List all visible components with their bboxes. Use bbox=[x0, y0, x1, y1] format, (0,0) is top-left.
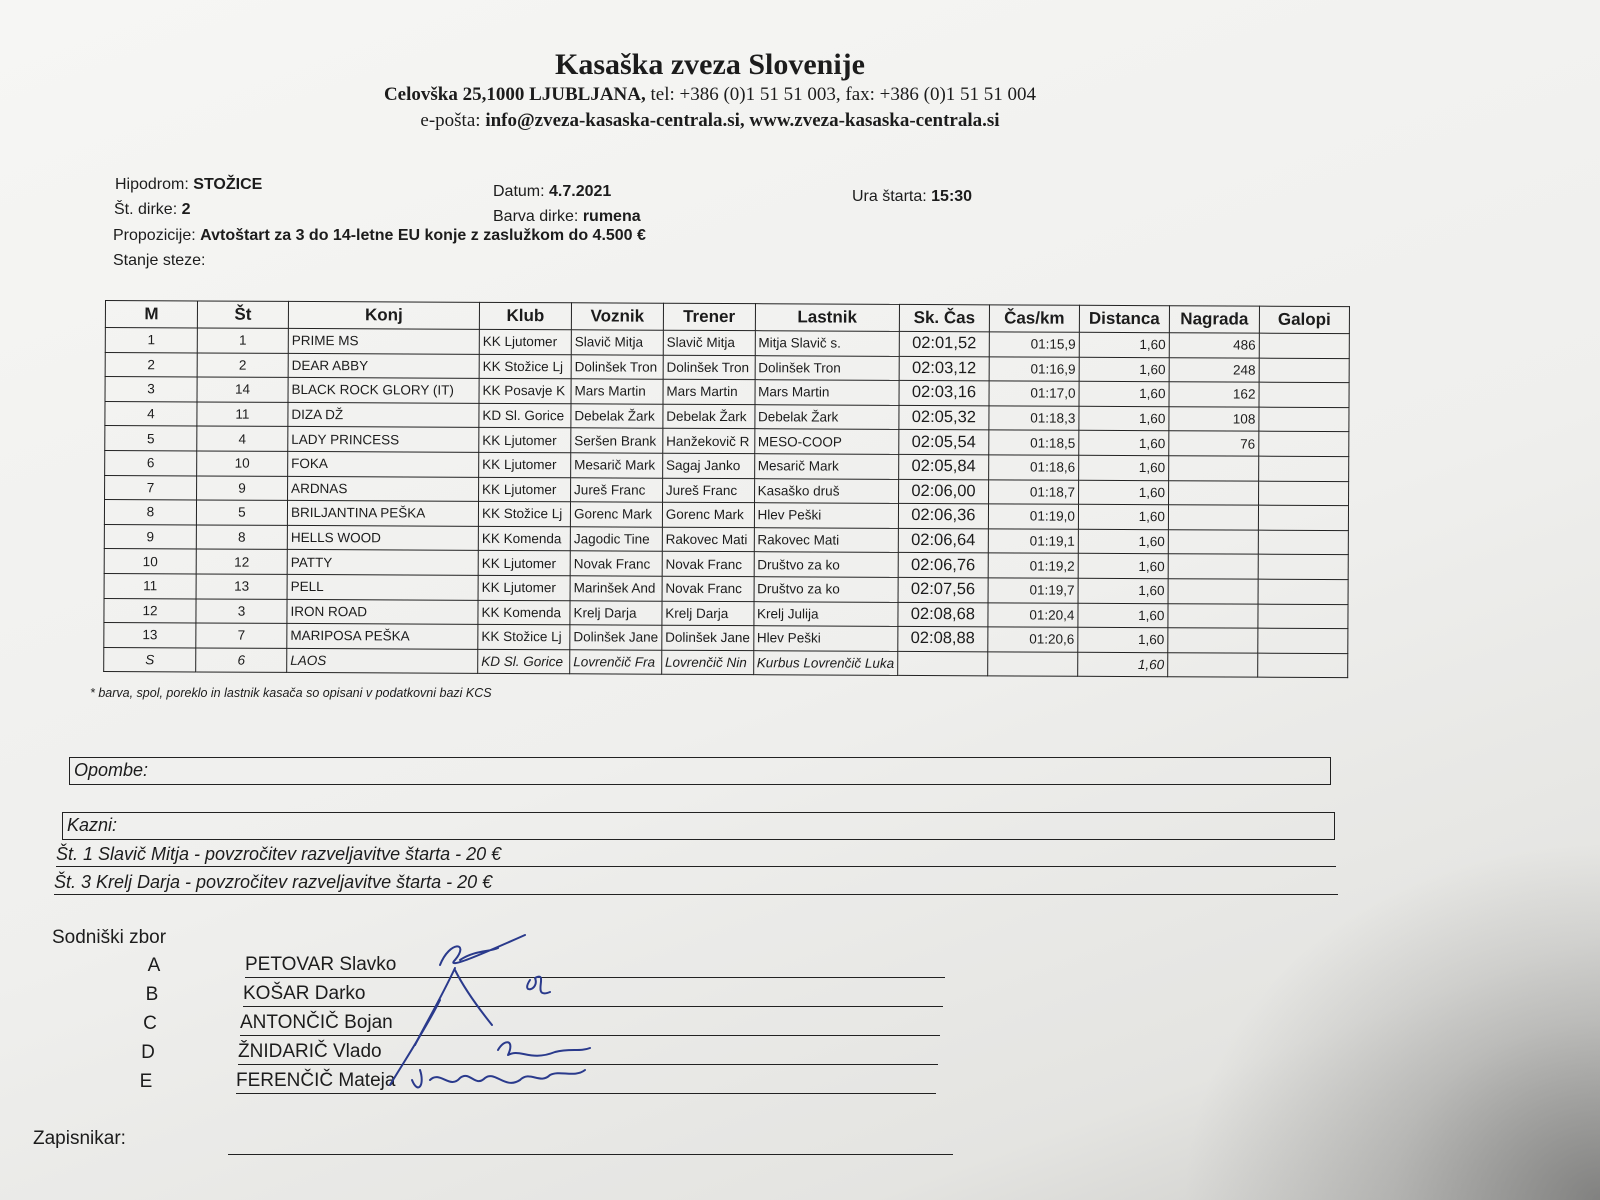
cell-voznik: Lovrenčič Fra bbox=[570, 649, 662, 674]
cell-m: 9 bbox=[104, 524, 196, 549]
cell-cas: 02:08,68 bbox=[898, 602, 988, 627]
cell-nagrada bbox=[1168, 628, 1258, 653]
jury-name-c: ANTONČIČ Bojan bbox=[240, 1011, 940, 1036]
cell-st: 12 bbox=[196, 549, 287, 574]
cell-nagrada bbox=[1169, 456, 1259, 481]
cell-cas: 02:06,36 bbox=[898, 504, 988, 529]
cell-galopi bbox=[1258, 554, 1348, 579]
dirka-label: Št. dirke: bbox=[114, 201, 178, 218]
cell-st: 7 bbox=[196, 623, 287, 648]
cell-st: 3 bbox=[196, 598, 287, 623]
cell-dist: 1,60 bbox=[1078, 504, 1168, 529]
hipodrom-info bbox=[115, 176, 262, 194]
cell-caskm: 01:19,2 bbox=[988, 553, 1078, 578]
jury-name-a: PETOVAR Slavko bbox=[245, 953, 945, 978]
cell-st: 8 bbox=[196, 525, 287, 550]
cell-st: 4 bbox=[197, 426, 288, 451]
col-nagrada: Nagrada bbox=[1169, 306, 1259, 333]
cell-trener: Lovrenčič Nin bbox=[661, 650, 753, 675]
org-title: Kasaška zveza Slovenije bbox=[555, 48, 865, 81]
col-voznik: Voznik bbox=[571, 303, 663, 330]
cell-m: S bbox=[104, 647, 196, 672]
cell-cas: 02:05,84 bbox=[899, 454, 989, 479]
cell-konj: HELLS WOOD bbox=[287, 525, 478, 551]
cell-lastnik: Dolinšek Tron bbox=[755, 355, 899, 380]
results-body bbox=[104, 328, 1350, 678]
cell-voznik: Debelak Žark bbox=[571, 404, 663, 429]
cell-caskm: 01:18,3 bbox=[989, 406, 1079, 431]
cell-st: 6 bbox=[196, 648, 287, 673]
cell-voznik: Jagodic Tine bbox=[570, 527, 662, 552]
cell-konj: PELL bbox=[287, 574, 478, 600]
zapisnikar-label: Zapisnikar: bbox=[33, 1128, 126, 1149]
cell-caskm: 01:18,5 bbox=[989, 430, 1079, 455]
cell-klub: KK Komenda bbox=[478, 526, 570, 551]
cell-voznik: Dolinšek Tron bbox=[571, 354, 663, 379]
cell-caskm: 01:18,6 bbox=[989, 455, 1079, 480]
cell-galopi bbox=[1258, 604, 1348, 629]
cell-lastnik: Mars Martin bbox=[755, 380, 899, 405]
stanje-info bbox=[113, 252, 206, 270]
cell-trener: Debelak Žark bbox=[663, 404, 755, 429]
kazni-label: Kazni: bbox=[67, 815, 118, 835]
cell-voznik: Gorenc Mark bbox=[570, 502, 662, 527]
jury-signatures bbox=[380, 930, 640, 1110]
cell-klub: KK Komenda bbox=[478, 600, 570, 625]
cell-klub: KK Ljutomer bbox=[478, 551, 570, 576]
cell-lastnik: Debelak Žark bbox=[754, 404, 898, 429]
cell-m: 5 bbox=[105, 426, 197, 451]
cell-trener: Sagaj Janko bbox=[662, 453, 754, 478]
cell-caskm: 01:19,0 bbox=[988, 504, 1078, 529]
barva-label: Barva dirke: bbox=[493, 208, 579, 225]
cell-galopi bbox=[1259, 432, 1349, 457]
cell-st: 14 bbox=[197, 377, 288, 402]
signature-e bbox=[412, 1070, 585, 1087]
jury-name-b: KOŠAR Darko bbox=[243, 982, 943, 1007]
cell-nagrada: 486 bbox=[1169, 333, 1259, 358]
cell-trener: Jureš Franc bbox=[662, 478, 754, 503]
cell-trener: Slavič Mitja bbox=[663, 330, 755, 355]
kazen-line-2: Št. 3 Krelj Darja - povzročitev razveljavitve štarta - 20 € bbox=[54, 870, 1338, 895]
org-contact bbox=[0, 110, 1420, 132]
hipodrom-label: Hipodrom: bbox=[115, 176, 189, 193]
cell-lastnik: Hlev Peški bbox=[754, 503, 898, 528]
cell-nagrada bbox=[1168, 652, 1258, 677]
zapisnikar-line bbox=[228, 1154, 953, 1155]
results-table bbox=[103, 300, 1350, 678]
cell-voznik: Krelj Darja bbox=[570, 600, 662, 625]
email-web: info@zveza-kasaska-centrala.si, www.zveza-kasaska-centrala.si bbox=[485, 110, 1000, 131]
jury-letter-d: D bbox=[141, 1042, 155, 1063]
jury-title: Sodniški zbor bbox=[52, 927, 167, 948]
cell-trener: Krelj Darja bbox=[662, 601, 754, 626]
cell-trener: Novak Franc bbox=[662, 552, 754, 577]
cell-st: 10 bbox=[197, 451, 288, 476]
col-distanca: Distanca bbox=[1079, 305, 1169, 332]
cell-nagrada bbox=[1168, 505, 1258, 530]
jury-letter-c: C bbox=[143, 1013, 157, 1034]
col-cas-km: Čas/km bbox=[989, 305, 1079, 332]
cell-dist: 1,60 bbox=[1078, 480, 1168, 505]
cell-galopi bbox=[1259, 407, 1349, 432]
cell-caskm bbox=[988, 652, 1078, 677]
cell-cas: 02:06,76 bbox=[898, 553, 988, 578]
cell-m: 12 bbox=[104, 598, 196, 623]
cell-m: 4 bbox=[105, 401, 197, 426]
opombe-box bbox=[69, 757, 1331, 785]
propozicije-label: Propozicije: bbox=[113, 227, 196, 244]
cell-cas: 02:03,12 bbox=[899, 356, 989, 381]
cell-cas: 02:05,32 bbox=[899, 405, 989, 430]
cell-cas: 02:05,54 bbox=[899, 430, 989, 455]
cell-dist: 1,60 bbox=[1078, 554, 1168, 579]
cell-klub: KK Ljutomer bbox=[478, 575, 570, 600]
cell-klub: KK Ljutomer bbox=[479, 452, 571, 477]
org-address bbox=[0, 84, 1420, 106]
cell-trener: Novak Franc bbox=[662, 576, 754, 601]
cell-voznik: Slavič Mitja bbox=[571, 330, 663, 355]
jury-name-d: ŽNIDARIČ Vlado bbox=[238, 1040, 938, 1065]
jury-letter-a: A bbox=[147, 955, 161, 976]
cell-st: 1 bbox=[197, 328, 288, 353]
signature-d bbox=[498, 1042, 590, 1056]
cell-st: 11 bbox=[197, 402, 288, 427]
cell-voznik: Mesarič Mark bbox=[571, 453, 663, 478]
cell-konj: MARIPOSA PEŠKA bbox=[287, 624, 478, 650]
cell-caskm: 01:16,9 bbox=[989, 356, 1079, 381]
kazni-box bbox=[62, 812, 1335, 840]
propozicije-info bbox=[113, 227, 646, 245]
cell-dist: 1,60 bbox=[1079, 455, 1169, 480]
cell-caskm: 01:17,0 bbox=[989, 381, 1079, 406]
cell-dist: 1,60 bbox=[1078, 578, 1168, 603]
cell-st: 5 bbox=[196, 500, 287, 525]
cell-klub: KK Ljutomer bbox=[479, 477, 571, 502]
cell-dist: 1,60 bbox=[1078, 627, 1168, 652]
org-phones: tel: +386 (0)1 51 51 003, fax: +386 (0)1 51 51 004 bbox=[650, 84, 1037, 105]
dirka-info bbox=[114, 201, 191, 219]
jury-name-e: FERENČIČ Mateja bbox=[236, 1069, 936, 1094]
cell-nagrada bbox=[1168, 579, 1258, 604]
cell-lastnik: Mesarič Mark bbox=[754, 454, 898, 479]
cell-nagrada bbox=[1168, 529, 1258, 554]
cell-trener: Mars Martin bbox=[663, 379, 755, 404]
cell-voznik: Dolinšek Jane bbox=[570, 625, 662, 650]
cell-konj: BLACK ROCK GLORY (IT) bbox=[288, 378, 479, 404]
cell-m: 7 bbox=[105, 475, 197, 500]
cell-voznik: Jureš Franc bbox=[571, 477, 663, 502]
signature-c bbox=[390, 1000, 440, 1085]
cell-klub: KK Ljutomer bbox=[479, 428, 571, 453]
cell-nagrada bbox=[1168, 554, 1258, 579]
cell-klub: KK Stožice Lj bbox=[478, 624, 570, 649]
email-label: e-pošta: bbox=[420, 110, 481, 131]
jury-letter-b: B bbox=[145, 984, 159, 1005]
signature-a bbox=[440, 935, 525, 965]
cell-voznik: Marinšek And bbox=[570, 576, 662, 601]
cell-nagrada bbox=[1168, 603, 1258, 628]
col-galopi: Galopi bbox=[1259, 306, 1349, 333]
col-sk-cas: Sk. Čas bbox=[899, 304, 989, 331]
cell-m: 11 bbox=[104, 573, 196, 598]
barva-info bbox=[493, 208, 641, 226]
cell-konj: ARDNAS bbox=[288, 476, 479, 502]
cell-dist: 1,60 bbox=[1079, 357, 1169, 382]
table-row bbox=[104, 647, 1348, 678]
cell-lastnik: Kasaško druš bbox=[754, 478, 898, 503]
cell-galopi bbox=[1259, 382, 1349, 407]
cell-dist: 1,60 bbox=[1078, 652, 1168, 677]
cell-galopi bbox=[1259, 456, 1349, 481]
cell-dist: 1,60 bbox=[1078, 529, 1168, 554]
cell-konj: LADY PRINCESS bbox=[288, 427, 479, 453]
cell-st: 9 bbox=[197, 476, 288, 501]
cell-cas: 02:06,64 bbox=[898, 528, 988, 553]
cell-lastnik: Mitja Slavič s. bbox=[755, 331, 899, 356]
cell-trener: Dolinšek Jane bbox=[662, 625, 754, 650]
cell-konj: PATTY bbox=[287, 550, 478, 576]
propozicije-value: Avtoštart za 3 do 14-letne EU konje z zaslužkom do 4.500 € bbox=[200, 227, 646, 244]
cell-trener: Gorenc Mark bbox=[662, 502, 754, 527]
cell-lastnik: Društvo za ko bbox=[754, 577, 898, 602]
cell-galopi bbox=[1259, 358, 1349, 383]
hipodrom-value: STOŽICE bbox=[193, 176, 263, 193]
cell-lastnik: MESO-COOP bbox=[754, 429, 898, 454]
cell-galopi bbox=[1258, 505, 1348, 530]
cell-klub: KD Sl. Gorice bbox=[479, 403, 571, 428]
footnote: * barva, spol, poreklo in lastnik kasača so opisani v podatkovni bazi KCS bbox=[90, 686, 492, 700]
cell-dist: 1,60 bbox=[1079, 431, 1169, 456]
cell-konj: DEAR ABBY bbox=[288, 353, 479, 379]
cell-klub: KK Stožice Lj bbox=[478, 501, 570, 526]
kazen-line-1: Št. 1 Slavič Mitja - povzročitev razveljavitve štarta - 20 € bbox=[56, 842, 1336, 867]
cell-nagrada bbox=[1168, 480, 1258, 505]
cell-nagrada: 108 bbox=[1169, 406, 1259, 431]
cell-dist: 1,60 bbox=[1079, 406, 1169, 431]
cell-konj: DIZA DŽ bbox=[288, 402, 479, 428]
cell-galopi bbox=[1259, 333, 1349, 358]
cell-m: 10 bbox=[104, 549, 196, 574]
cell-cas: 02:03,16 bbox=[899, 381, 989, 406]
cell-galopi bbox=[1258, 628, 1348, 653]
cell-cas bbox=[898, 651, 988, 676]
barva-value: rumena bbox=[582, 208, 641, 225]
cell-cas: 02:08,88 bbox=[898, 627, 988, 652]
jury-letter-e: E bbox=[139, 1071, 153, 1092]
datum-value: 4.7.2021 bbox=[549, 183, 612, 200]
ura-label: Ura štarta: bbox=[852, 188, 927, 205]
cell-trener: Rakovec Mati bbox=[662, 527, 754, 552]
col-trener: Trener bbox=[663, 303, 755, 330]
cell-m: 3 bbox=[105, 377, 197, 402]
cell-nagrada: 162 bbox=[1169, 382, 1259, 407]
cell-konj: BRILJANTINA PEŠKA bbox=[287, 501, 478, 527]
cell-klub: KK Posavje K bbox=[479, 379, 571, 404]
ura-value: 15:30 bbox=[931, 188, 973, 205]
cell-caskm: 01:20,4 bbox=[988, 602, 1078, 627]
cell-m: 6 bbox=[105, 450, 197, 475]
cell-galopi bbox=[1258, 653, 1348, 678]
cell-konj: LAOS bbox=[287, 648, 478, 674]
cell-nagrada: 76 bbox=[1169, 431, 1259, 456]
cell-caskm: 01:19,1 bbox=[988, 529, 1078, 554]
cell-konj: FOKA bbox=[288, 451, 479, 477]
cell-trener: Dolinšek Tron bbox=[663, 355, 755, 380]
cell-caskm: 01:15,9 bbox=[989, 332, 1079, 357]
col-konj: Konj bbox=[288, 301, 479, 329]
col-lastnik: Lastnik bbox=[755, 304, 899, 332]
cell-trener: Hanžekovič R bbox=[663, 429, 755, 454]
cell-lastnik: Hlev Peški bbox=[753, 626, 897, 651]
cell-galopi bbox=[1258, 530, 1348, 555]
cell-konj: PRIME MS bbox=[288, 328, 479, 354]
cell-klub: KK Ljutomer bbox=[479, 329, 571, 354]
ura-info bbox=[852, 188, 972, 206]
cell-dist: 1,60 bbox=[1078, 603, 1168, 628]
cell-m: 2 bbox=[105, 352, 197, 377]
datum-label: Datum: bbox=[493, 183, 545, 200]
cell-lastnik: Društvo za ko bbox=[754, 552, 898, 577]
datum-info bbox=[493, 183, 611, 201]
cell-dist: 1,60 bbox=[1079, 332, 1169, 357]
dirka-value: 2 bbox=[181, 201, 191, 218]
opombe-label: Opombe: bbox=[74, 760, 149, 780]
col-klub: Klub bbox=[479, 302, 571, 329]
stanje-label: Stanje steze: bbox=[113, 252, 206, 269]
cell-m: 8 bbox=[104, 500, 196, 525]
cell-lastnik: Rakovec Mati bbox=[754, 527, 898, 552]
cell-cas: 02:01,52 bbox=[899, 331, 989, 356]
cell-caskm: 01:20,6 bbox=[988, 627, 1078, 652]
cell-voznik: Seršen Brank bbox=[571, 428, 663, 453]
cell-klub: KK Stožice Lj bbox=[479, 354, 571, 379]
cell-galopi bbox=[1258, 579, 1348, 604]
cell-galopi bbox=[1258, 481, 1348, 506]
cell-dist: 1,60 bbox=[1079, 381, 1169, 406]
signature-b bbox=[415, 968, 550, 1045]
cell-cas: 02:07,56 bbox=[898, 577, 988, 602]
col-st: Št bbox=[197, 301, 288, 328]
cell-caskm: 01:19,7 bbox=[988, 578, 1078, 603]
cell-cas: 02:06,00 bbox=[898, 479, 988, 504]
cell-caskm: 01:18,7 bbox=[988, 479, 1078, 504]
cell-m: 13 bbox=[104, 623, 196, 648]
cell-konj: IRON ROAD bbox=[287, 599, 478, 625]
cell-st: 13 bbox=[196, 574, 287, 599]
cell-klub: KD Sl. Gorice bbox=[478, 649, 570, 674]
cell-nagrada: 248 bbox=[1169, 357, 1259, 382]
org-street: Celovška 25,1000 LJUBLJANA, bbox=[383, 84, 646, 105]
cell-lastnik: Krelj Julija bbox=[754, 601, 898, 626]
cell-st: 2 bbox=[197, 353, 288, 378]
cell-voznik: Mars Martin bbox=[571, 379, 663, 404]
cell-lastnik: Kurbus Lovrenčič Luka bbox=[753, 650, 897, 675]
col-m: M bbox=[105, 301, 197, 328]
cell-m: 1 bbox=[105, 328, 197, 353]
cell-voznik: Novak Franc bbox=[570, 551, 662, 576]
